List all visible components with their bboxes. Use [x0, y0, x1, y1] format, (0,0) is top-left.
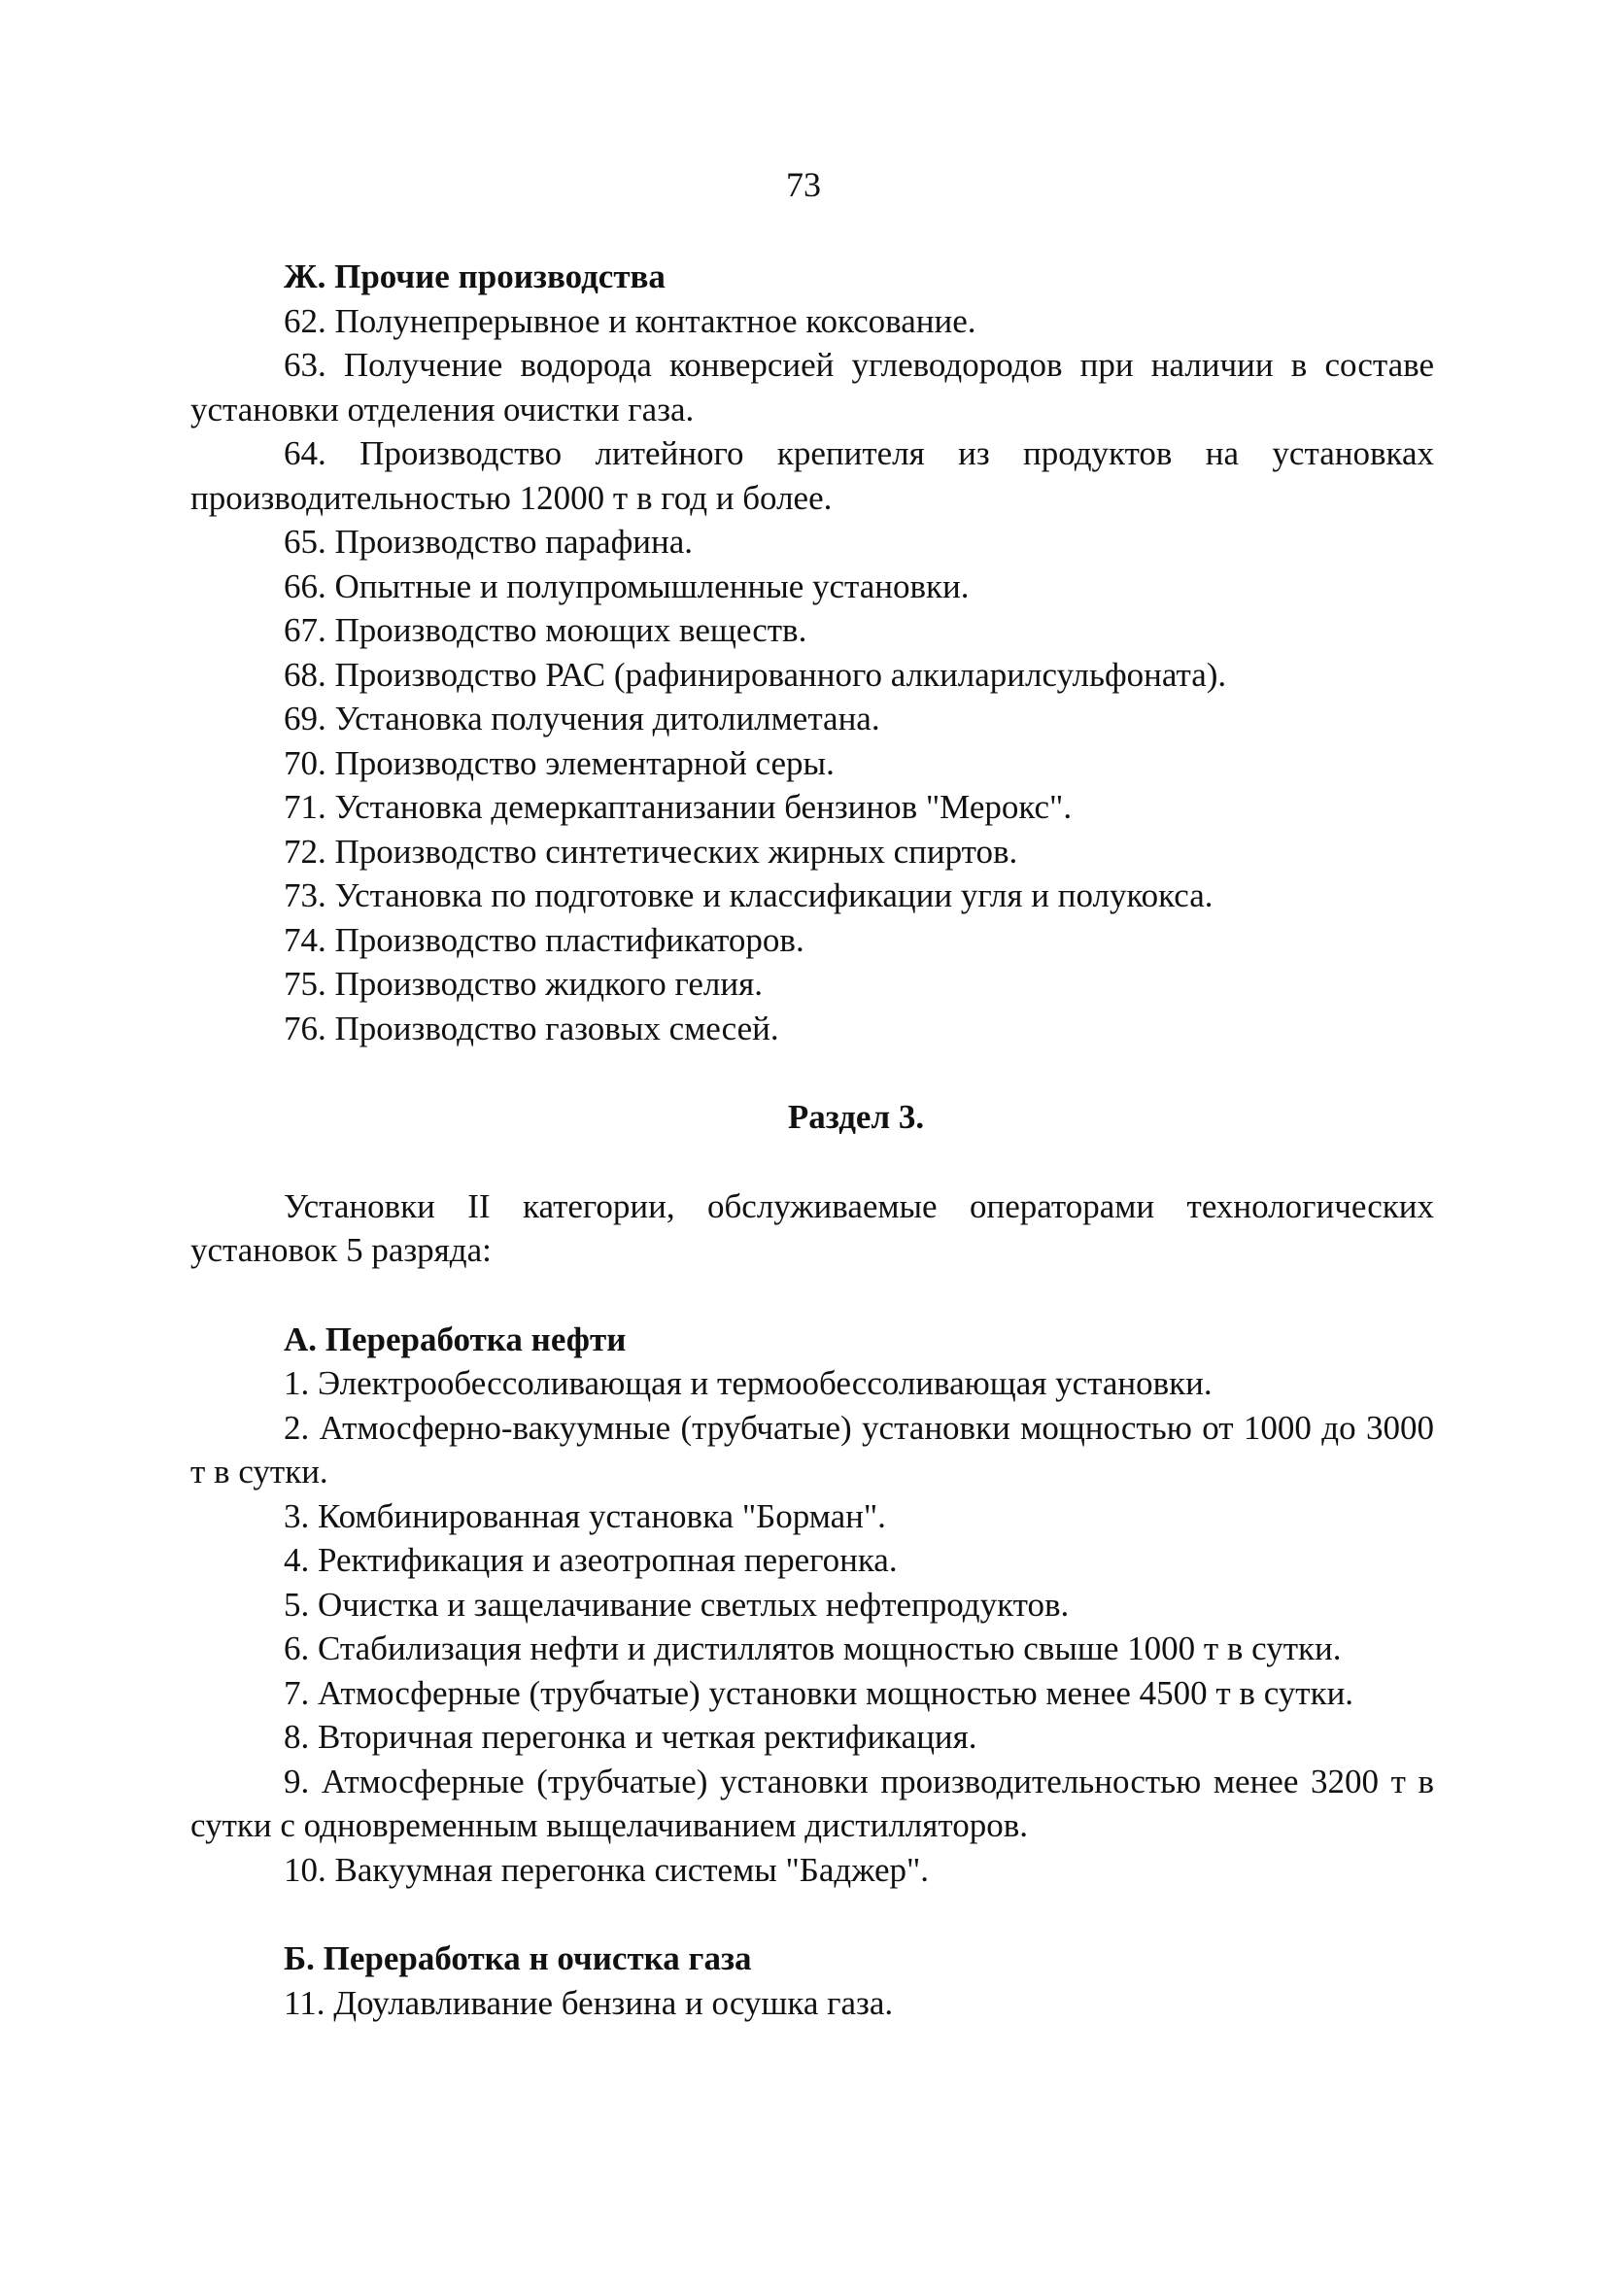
- list-item: 74. Производство пластификаторов.: [284, 920, 804, 959]
- list-item: 72. Производство синтетических жирных спиртов.: [284, 832, 1018, 871]
- list-item: 3. Комбинированная установка "Борман".: [284, 1496, 886, 1535]
- list-item: 75. Производство жидкого гелия.: [284, 965, 763, 1003]
- list-item: 62. Полунепрерывное и контактное коксование.: [284, 301, 976, 340]
- list-item: 8. Вторичная перегонка и четкая ректификация.: [284, 1718, 977, 1756]
- list-item: 9. Атмосферные (трубчатые) установки производительностью менее 3200 т в сутки с одновременным выщелачиванием дистилляторов.: [190, 1762, 1434, 1844]
- list-item: 76. Производство газовых смесей.: [284, 1009, 779, 1047]
- section-3-title: Раздел 3.: [787, 1098, 925, 1136]
- document-body: [190, 255, 1434, 2025]
- page-number: 73: [786, 165, 821, 204]
- list-item: 6. Стабилизация нефти и дистиллятов мощностью свыше 1000 т в сутки.: [284, 1629, 1342, 1667]
- list-item: 67. Производство моющих веществ.: [284, 611, 807, 649]
- section-zh-heading: Ж. Прочие производства: [284, 257, 666, 295]
- section-zh: [190, 255, 1434, 1050]
- section-3-intro: Установки II категории, обслуживаемые операторами технологических установок 5 разряда:: [190, 1186, 1434, 1269]
- list-item: 11. Доулавливание бензина и осушка газа.: [284, 1983, 894, 2022]
- list-item: 65. Производство парафина.: [284, 523, 694, 561]
- section-b-heading: Б. Переработка н очистка газа: [284, 1939, 752, 1977]
- list-item: 64. Производство литейного крепителя из продуктов на установках производительностью 12000 т в год и более.: [190, 434, 1434, 517]
- list-item: 7. Атмосферные (трубчатые) установки мощностью менее 4500 т в сутки.: [284, 1673, 1354, 1712]
- list-item: 66. Опытные и полупромышленные установки.: [284, 566, 970, 605]
- section-a-heading: А. Переработка нефти: [284, 1319, 627, 1358]
- list-item: 70. Производство элементарной серы.: [284, 743, 835, 782]
- list-item: 1. Электрообессоливающая и термообессоливающая установки.: [284, 1364, 1213, 1402]
- list-item: 71. Установка демеркаптанизании бензинов "Мерокс".: [284, 788, 1073, 826]
- list-item: 63. Получение водорода конверсией углеводородов при наличии в составе установки отделения очистки газа.: [190, 346, 1434, 428]
- section-b: [190, 1936, 1434, 2025]
- list-item: 73. Установка по подготовке и классификации угля и полукокса.: [284, 876, 1214, 914]
- section-a: [190, 1318, 1434, 1893]
- list-item: 5. Очистка и защелачивание светлых нефтепродуктов.: [284, 1585, 1070, 1624]
- list-item: 10. Вакуумная перегонка системы "Баджер".: [284, 1850, 930, 1889]
- list-item: 2. Атмосферно-вакуумные (трубчатые) установки мощностью от 1000 до 3000 т в сутки.: [190, 1408, 1434, 1491]
- list-item: 68. Производство РАС (рафинированного алкиларилсульфоната).: [284, 655, 1227, 694]
- list-item: 69. Установка получения дитолилметана.: [284, 700, 880, 737]
- list-item: 4. Ректификация и азеотропная перегонка.: [284, 1541, 898, 1579]
